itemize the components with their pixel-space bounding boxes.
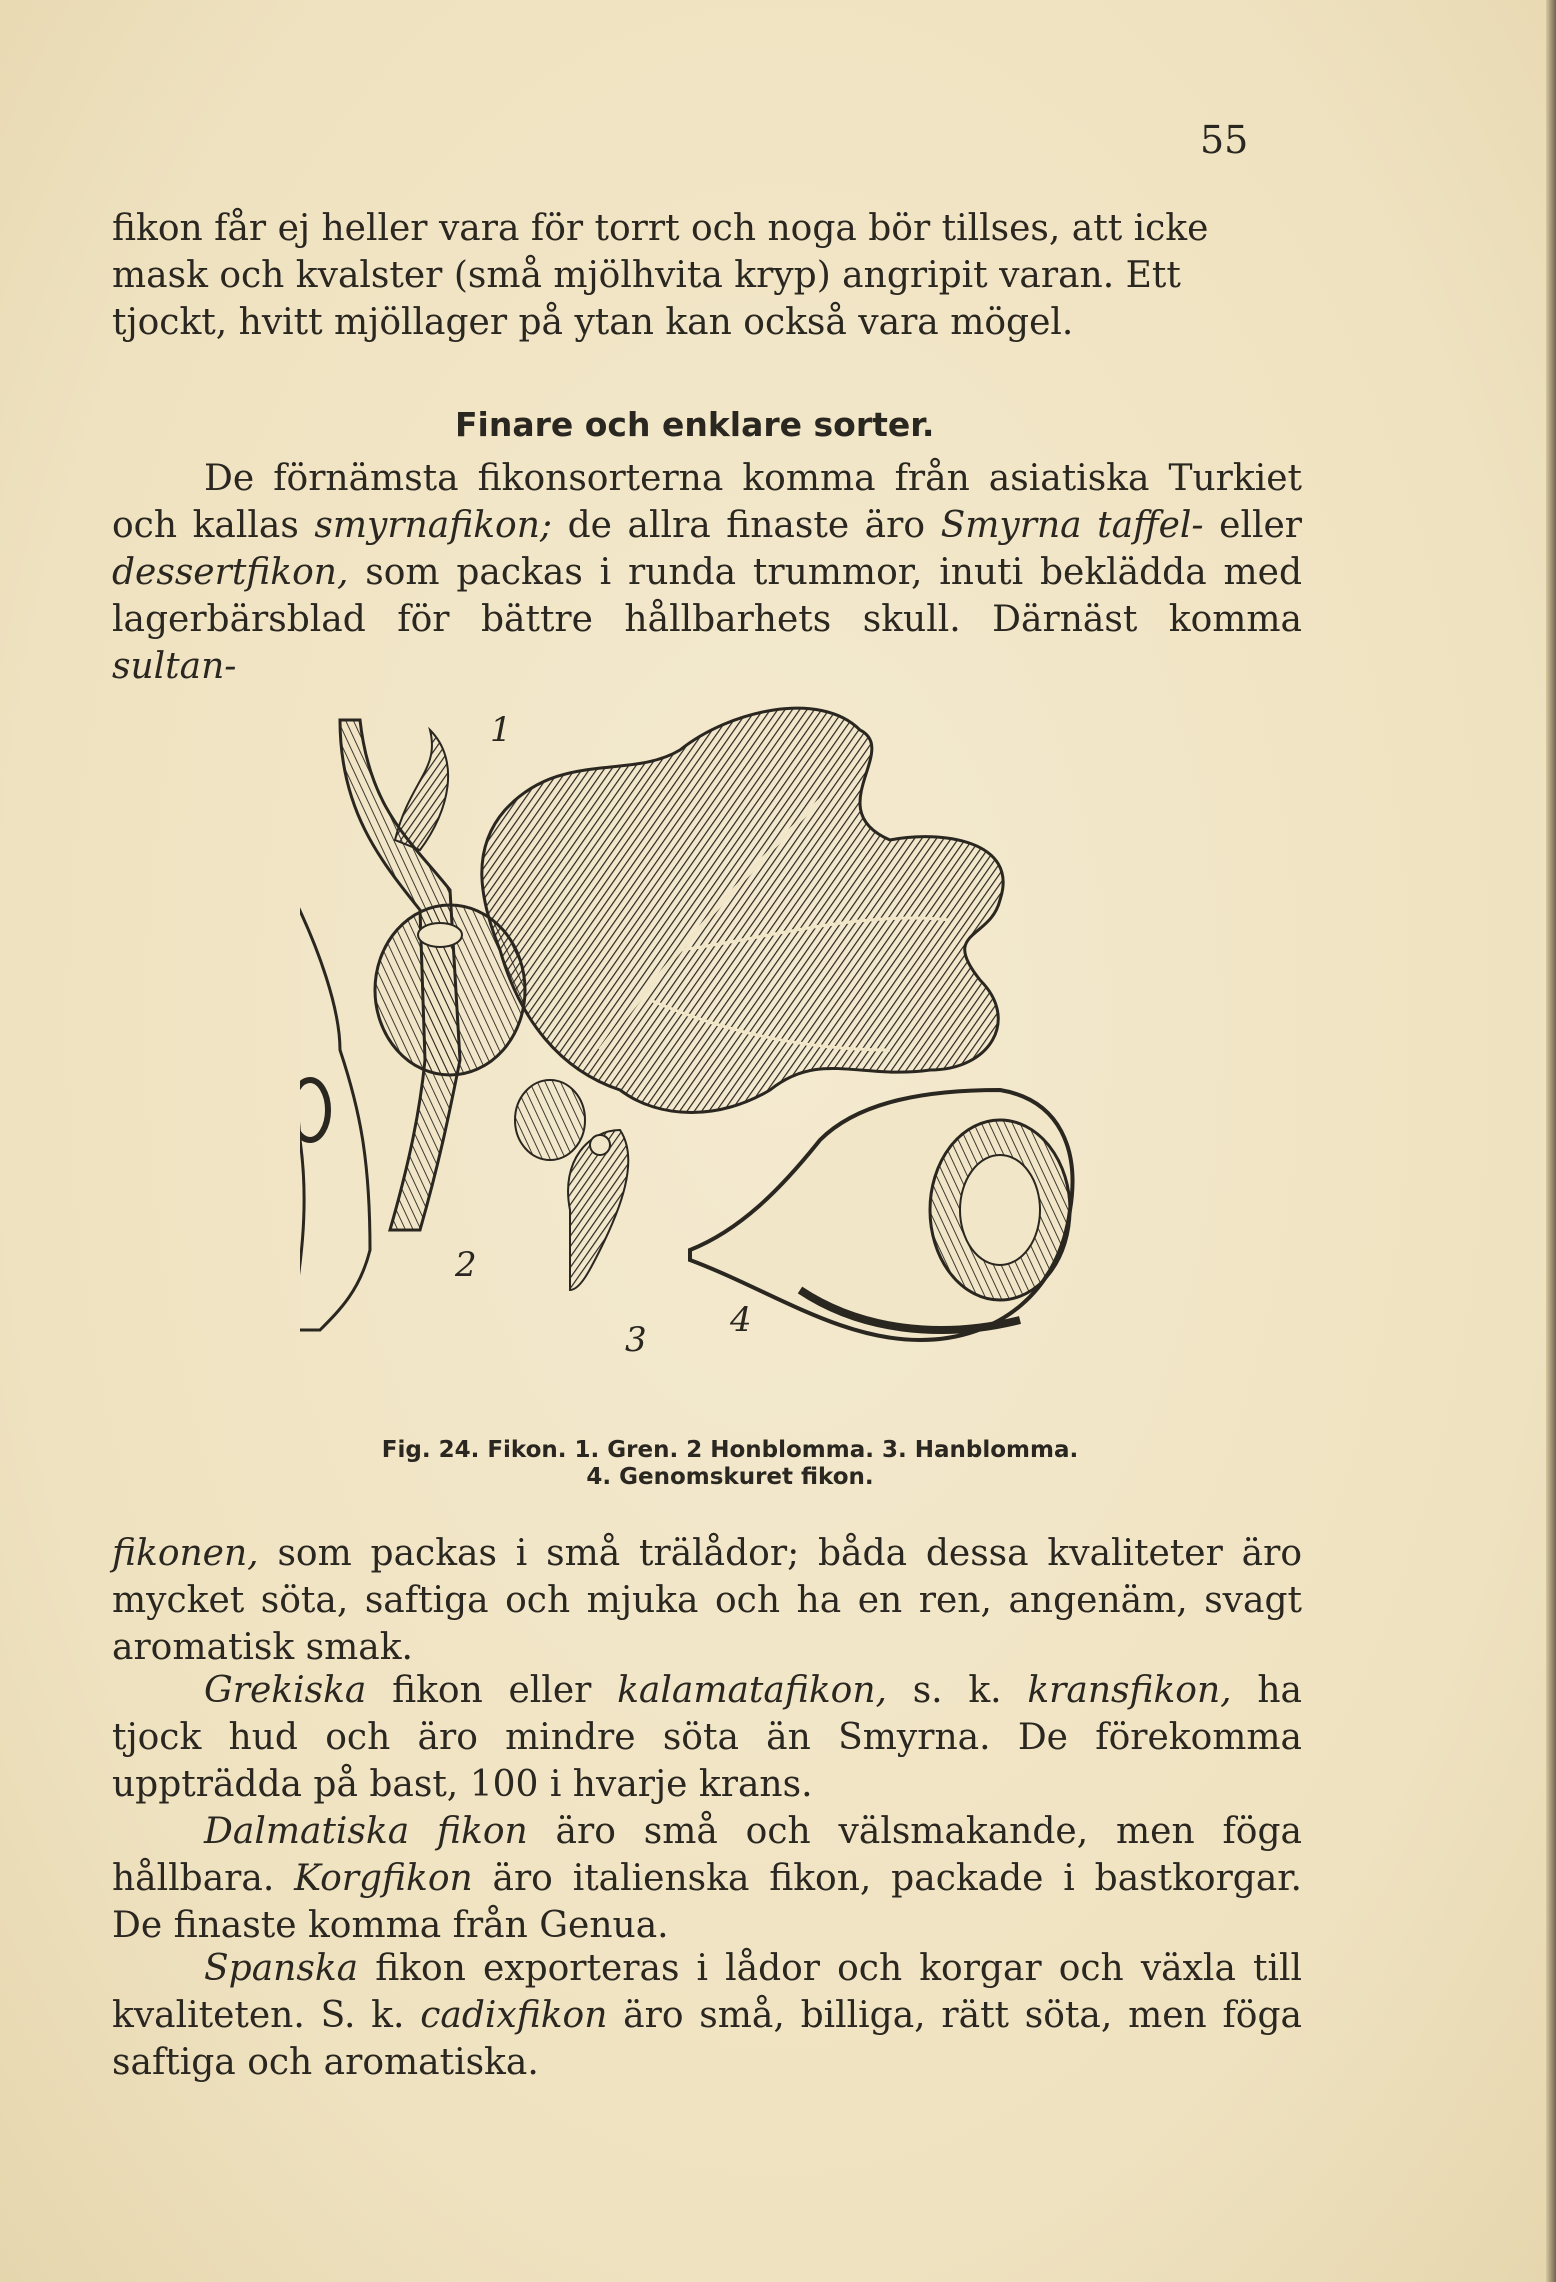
paragraph-dalmatiska bbox=[112, 1808, 1302, 1949]
text-run: äro små, billiga, rätt söta, men föga saftiga och aromatiska. bbox=[112, 1995, 1302, 2083]
fig-leaf bbox=[482, 708, 1003, 1112]
fig-label-2: 2 bbox=[455, 1245, 477, 1285]
text-line: fikon får ej heller vara för torrt och noga bör tillses, att icke bbox=[112, 208, 1209, 249]
text-run: äro små och välsmakande, men föga hållbara. bbox=[112, 1811, 1302, 1899]
term-kransfikon: kransfikon, bbox=[1027, 1670, 1232, 1711]
text-run: De förnämsta fikonsorterna komma från asiatiska Turkiet och kallas bbox=[112, 458, 1302, 546]
text-run: äro italienska fikon, packade i bastkorgar. De finaste komma från Genua. bbox=[112, 1858, 1303, 1946]
term-dalmatiska-fikon: Dalmatiska fikon bbox=[204, 1811, 528, 1852]
caption-line: 4. Genomskuret fikon. bbox=[586, 1464, 874, 1490]
paragraph-grekiska bbox=[112, 1667, 1302, 1808]
section-heading: Finare och enklare sorter. bbox=[455, 405, 935, 444]
text-run: de allra finaste äro bbox=[552, 505, 941, 546]
fig-label-3: 3 bbox=[625, 1320, 647, 1360]
paragraph-spanska bbox=[112, 1945, 1302, 2086]
term-kalamatafikon: kalamatafikon, bbox=[617, 1670, 887, 1711]
text-run: s. k. bbox=[886, 1670, 1028, 1711]
text-run: eller bbox=[1203, 505, 1303, 546]
text-line: mask och kvalster (små mjölhvita kryp) angripit varan. Ett bbox=[112, 255, 1181, 296]
term-sultan: sultan- bbox=[112, 646, 237, 687]
page-number: 55 bbox=[1200, 118, 1249, 162]
text-run: som packas i små trälådor; båda dessa kvaliteter äro mycket söta, saftiga och mjuka och ha en ren, angenäm, svagt aromatisk smak. bbox=[112, 1533, 1302, 1668]
term-spanska: Spanska bbox=[204, 1948, 359, 1989]
term-grekiska: Grekiska bbox=[204, 1670, 367, 1711]
term-dessertfikon: dessertfikon, bbox=[112, 552, 349, 593]
term-smyrna-taffel: Smyrna taffel- bbox=[940, 505, 1204, 546]
fig-label-1: 1 bbox=[490, 710, 512, 750]
figure-caption bbox=[290, 1437, 1170, 1491]
fig-label-4: 4 bbox=[730, 1300, 752, 1340]
caption-line: Fig. 24. Fikon. 1. Gren. 2 Honblomma. 3. Hanblomma. bbox=[381, 1437, 1079, 1463]
term-fikonen: fikonen, bbox=[112, 1533, 259, 1574]
term-korgfikon: Korgfikon bbox=[294, 1858, 473, 1899]
text-run: fikon eller bbox=[366, 1670, 618, 1711]
term-cadixfikon: cadixfikon bbox=[420, 1995, 608, 2036]
page-edge bbox=[1546, 0, 1556, 2282]
text-line: tjockt, hvitt mjöllager på ytan kan också vara mögel. bbox=[112, 302, 1074, 343]
fig-illustration bbox=[300, 690, 1150, 1430]
fig-female-flower bbox=[300, 890, 370, 1330]
paragraph-finest-sorts bbox=[112, 455, 1302, 690]
fig-engraving bbox=[300, 690, 1150, 1430]
text-run: fikon exporteras i lådor och korgar och växla till kvaliteten. S. k. bbox=[112, 1948, 1302, 2036]
paragraph-intro bbox=[112, 205, 1302, 346]
term-smyrnafikon: smyrnafikon; bbox=[314, 505, 553, 546]
paragraph-sultanfikon bbox=[112, 1530, 1302, 1671]
text-run: som packas i runda trummor, inuti beklädda med lagerbärsblad för bättre hållbarhets skull. Därnäst komma bbox=[112, 552, 1302, 640]
text-run: ha tjock hud och äro mindre söta än Smyrna. De förekomma uppträdda på bast, 100 i hvarje krans. bbox=[112, 1670, 1302, 1805]
